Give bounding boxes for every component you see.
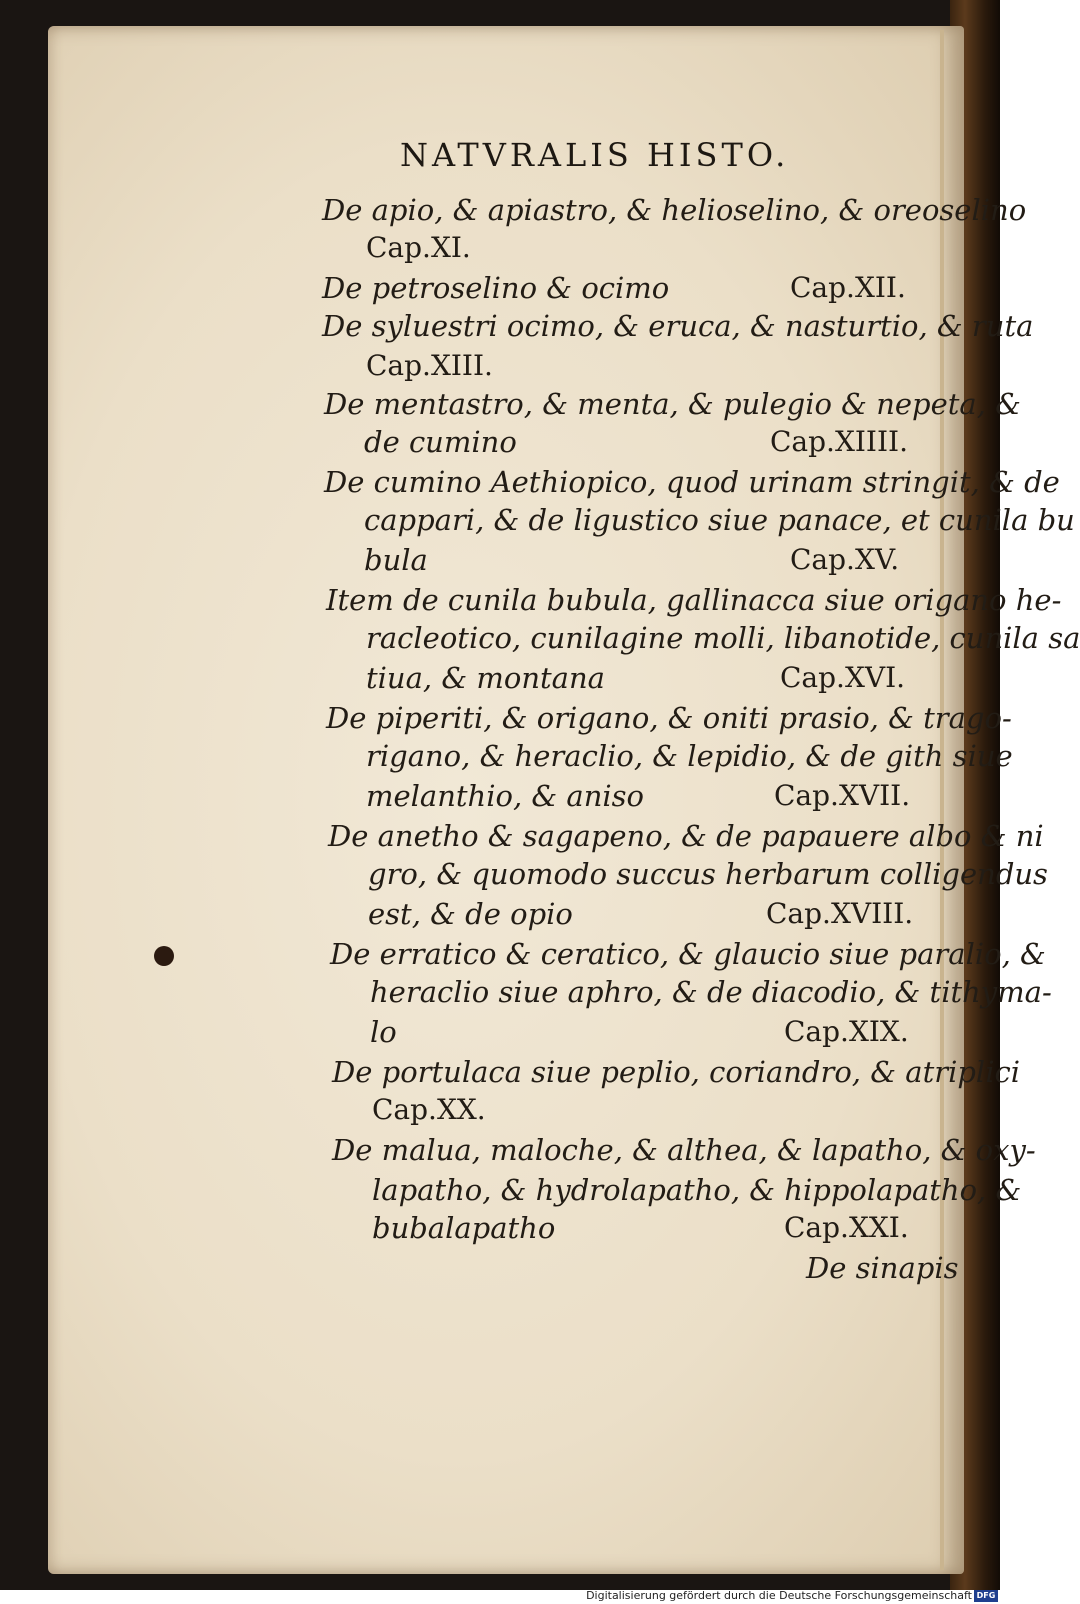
toc-chapter-ref: Cap.XIII. [366, 349, 493, 382]
toc-entry-line: est, & de opio [368, 897, 573, 931]
toc-entry-line: lo [370, 1015, 397, 1049]
toc-entry-line: bula [364, 543, 428, 577]
toc-entry-line: De apio, & apiastro, & helioselino, & oreoselino [322, 193, 1027, 227]
toc-entry-line: Item de cunila bubula, gallinacca siue origano he- [326, 583, 1062, 617]
toc-entry-line: racleotico, cunilagine molli, libanotide, cunila sa [366, 621, 1080, 655]
toc-chapter-ref: Cap.XVI. [780, 661, 906, 694]
ink-blot [154, 946, 174, 966]
toc-entry-line: cappari, & de ligustico siue panace, et cunila bu [364, 503, 1075, 537]
toc-chapter-ref: Cap.XVIII. [766, 897, 914, 930]
toc-entry-line: De portulaca siue peplio, coriandro, & atriplici [332, 1055, 1020, 1089]
toc-entry-line: heraclio siue aphro, & de diacodio, & tithyma- [370, 975, 1052, 1009]
toc-entry-line: De malua, maloche, & althea, & lapatho, & oxy- [332, 1133, 1036, 1167]
toc-entry-line: melanthio, & aniso [366, 779, 645, 813]
toc-entry-line: De piperiti, & origano, & oniti prasio, & trago- [326, 701, 1012, 735]
toc-chapter-ref: Cap.XIX. [784, 1015, 909, 1048]
toc-chapter-ref: Cap.XII. [790, 271, 906, 304]
toc-entry-line: De petroselino & ocimo [322, 271, 670, 305]
toc-entry-line: tiua, & montana [366, 661, 605, 695]
toc-chapter-ref: Cap.XI. [366, 231, 471, 264]
toc-chapter-ref: Cap.XXI. [784, 1211, 909, 1244]
toc-entry-line: de cumino [364, 425, 517, 459]
funding-notice: Digitalisierung gefördert durch die Deutsche Forschungsgemeinschaft [586, 1589, 972, 1602]
toc-entry-line: lapatho, & hydrolapatho, & hippolapatho, & [372, 1173, 1022, 1207]
toc-entry-line: De anetho & sagapeno, & de papauere albo & ni [328, 819, 1044, 853]
toc-entry-line: rigano, & heraclio, & lepidio, & de gith siue [366, 739, 1013, 773]
toc-chapter-ref: Cap.XX. [372, 1093, 486, 1126]
toc-entry-line: De cumino Aethiopico, quod urinam stringit, & de [324, 465, 1060, 499]
toc-entry-line: De erratico & ceratico, & glaucio siue paralio, & [330, 937, 1046, 971]
toc-chapter-ref: Cap.XVII. [774, 779, 911, 812]
dfg-logo: DFG [974, 1590, 998, 1602]
toc-chapter-ref: Cap.XIIII. [770, 425, 909, 458]
running-head: NATVRALIS HISTO. [400, 136, 790, 174]
toc-entry-line: gro, & quomodo succus herbarum colligendus [368, 857, 1048, 891]
catchword: De sinapis [806, 1251, 959, 1285]
toc-entry-line: De syluestri ocimo, & eruca, & nasturtio, & ruta [322, 309, 1034, 343]
toc-entry-line: bubalapatho [372, 1211, 556, 1245]
toc-entry-line: De mentastro, & menta, & pulegio & nepeta, & [324, 387, 1021, 421]
toc-chapter-ref: Cap.XV. [790, 543, 900, 576]
